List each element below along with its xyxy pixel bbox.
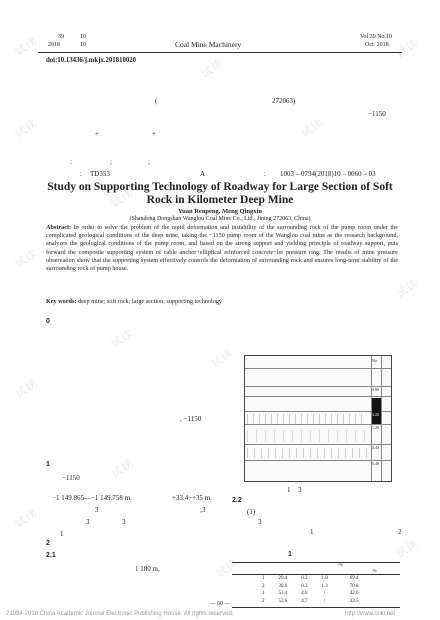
rock-hatching — [247, 430, 367, 442]
affiliation: (Shandong Dongshan Wanglou Coal Mine Co., Ltd., Jining 272063, China) — [129, 216, 311, 222]
watermark: 试读 — [108, 326, 136, 351]
body-n3a: 3 — [86, 518, 90, 526]
doi: doi:10.13436/j.mkjx.201810020 — [46, 57, 137, 64]
doc-code: A — [200, 170, 206, 178]
article-number: 1003 – 0794(2018)10 – 0060 – 03 — [280, 170, 376, 178]
body-fig3a: 3 — [95, 506, 99, 514]
clc-number: TD353 — [90, 170, 110, 178]
body-angle: +33.4~+35 m, — [172, 494, 212, 502]
body-n2a: 2 — [398, 528, 402, 536]
body-depth-1: −1150 — [62, 474, 80, 482]
table-cell: 29.4 — [278, 576, 288, 581]
watermark: 试读 — [393, 536, 421, 561]
strat-layer-line — [245, 411, 391, 412]
header-rule — [38, 52, 402, 53]
table-cell: 52.6 — [278, 598, 288, 604]
journal-name: Coal Mine Machinery — [175, 40, 242, 49]
rock-hatching — [247, 414, 367, 424]
kw-sep-2: ; — [148, 158, 150, 166]
watermark: 试读 — [12, 376, 40, 401]
table-row — [258, 575, 363, 583]
watermark: 试读 — [208, 346, 236, 371]
header-month-cn: 10 — [80, 42, 86, 48]
watermark: 试读 — [12, 506, 40, 531]
stratigraphic-column-figure — [244, 355, 392, 482]
table-cell: / — [323, 598, 326, 604]
plus-two: + — [152, 130, 156, 138]
table-cell: / — [323, 591, 326, 596]
table-row — [258, 590, 363, 598]
strat-layer-line — [245, 460, 391, 461]
title-en-line2: Rock in Kilometer Deep Mine — [146, 194, 294, 206]
abstract-text: In order to solve the problem of the rapid deformation and instability of the surrounding rock of the pump room under the complicated geological conditions of the deep mine, taking the −1150 pump room of the Wanglou coal mine as the research background, analyzes the geological conditions of the pump room, and based on the strong support and yielding principle of roadway support, puts forward the composite supporting system of cable anchor+elliptical reinforced concrete+let pressure ring. The results of mine pressure observation show that the supporting system effectively controls the deformation of surrounding rock and ensures long-term stability of the surrounding rock of pump house. — [46, 224, 399, 273]
table-cell: 1 — [262, 576, 265, 581]
abstract-label: Abstract: — [46, 224, 72, 231]
table-top-rule — [232, 562, 400, 563]
table-cell: 4.0 — [301, 591, 308, 596]
table-unit-1: /% — [338, 562, 343, 567]
body-depth-180: 1 180 m, — [135, 565, 160, 573]
abstract — [46, 224, 398, 273]
header-year-cn: 2018 — [48, 42, 60, 48]
watermark: 试读 — [12, 34, 40, 59]
strat-layer-line — [245, 386, 391, 387]
table-cell: 0.3 — [301, 583, 308, 589]
article-colon: : — [264, 170, 266, 178]
section-2-heading: 2 — [46, 540, 50, 547]
table-cell: 30.6 — [278, 583, 288, 589]
plus-one: + — [95, 130, 99, 138]
header-date-en: Oct. 2018 — [365, 42, 389, 48]
body-paren-1: (1) — [247, 508, 256, 516]
keywords-cn-colon: : — [70, 158, 72, 166]
table-cell: 69.4 — [349, 576, 359, 581]
table-cell: 2 — [262, 598, 265, 604]
clc-colon: : — [80, 170, 82, 178]
table-cell: 42.6 — [349, 591, 359, 596]
keywords-label: Key words: — [46, 298, 77, 305]
strat-layer-line — [245, 424, 391, 425]
authors: Yuan Renpeng, Meng Qingxin — [178, 208, 262, 215]
table-unit-2: /% — [372, 568, 377, 573]
body-n1a: 1 — [310, 528, 314, 536]
body-fig3b: ;3 — [200, 506, 206, 514]
watermark: 试读 — [12, 246, 40, 271]
title-en-line1: Study on Supporting Technology of Roadway for Large Section of Soft — [47, 181, 393, 193]
watermark: 试读 — [12, 116, 40, 141]
section-2-1-heading: 2.1 — [46, 552, 56, 559]
body-fig-ref-3: 3 — [298, 486, 302, 494]
section-0-heading: 0 — [46, 318, 50, 325]
header-issue-cn: 10 — [80, 34, 86, 40]
strat-label: 1.20 — [372, 425, 379, 430]
table-bottom-rule — [232, 607, 400, 608]
table-cell: 4.7 — [301, 598, 308, 604]
strat-layer-line — [245, 444, 391, 445]
strat-layer-line — [245, 396, 391, 397]
strat-label: 4.00 — [372, 397, 379, 402]
body-n3c: 3 — [258, 518, 262, 526]
table-cell: 70.8 — [349, 583, 359, 589]
body-depth-mid: , −1150 — [180, 415, 202, 423]
watermark: 试读 — [213, 556, 241, 581]
header-vol-en: Vol.39 No.10 — [360, 34, 393, 40]
table-cell: 0.2 — [301, 576, 308, 581]
abstract-depth: −1150 — [368, 110, 386, 118]
table-cell: 1.3 — [321, 583, 328, 589]
affil-code: 272063) — [272, 97, 296, 105]
keywords-text: deep mine; soft rock; large section; supporting technology — [77, 298, 223, 305]
table-row — [258, 583, 363, 591]
keywords — [46, 298, 398, 306]
table-cell: 1 — [262, 591, 265, 596]
table-number: 1 — [288, 551, 292, 558]
strat-label: 4.43 — [372, 445, 379, 450]
strat-label: No. — [372, 358, 378, 363]
body-elevation: −1 149.865—−1 149.758 m, — [52, 494, 132, 502]
header-vol-cn: 39 — [58, 34, 64, 40]
table-cell: 53.4 — [278, 591, 288, 596]
table-cell: 2 — [262, 583, 265, 589]
page-number: — 60 — — [209, 601, 231, 607]
watermark: 试读 — [393, 36, 421, 61]
strat-column-line — [381, 356, 382, 481]
strat-label: 3.20 — [372, 412, 379, 417]
body-fig-ref-1: 1 — [287, 486, 291, 494]
watermark: 试读 — [108, 186, 136, 211]
table-cell: 1.0 — [321, 576, 328, 581]
strat-layer-line — [245, 368, 391, 369]
rock-hatching — [247, 448, 367, 458]
table-cell: 43.5 — [349, 598, 359, 604]
section-2-2-heading: 2.2 — [232, 497, 242, 504]
strat-label: 4.00 — [372, 387, 379, 392]
watermark: 试读 — [298, 116, 326, 141]
affil-open: ( — [155, 97, 158, 105]
body-sub1: 1 — [60, 530, 64, 538]
section-1-heading: 1 — [46, 461, 50, 468]
copyright-footer: ?1994-2018 China Academic Journal Electronic Publishing House. All rights reserved. — [6, 611, 234, 617]
body-n3b: 3 — [122, 518, 126, 526]
kw-sep-1: ; — [110, 158, 112, 166]
cnki-link[interactable]: http://www.cnki.net — [345, 611, 396, 617]
watermark: 试读 — [108, 456, 136, 481]
watermark: 试读 — [393, 276, 421, 301]
strat-label: 5.40 — [372, 461, 379, 466]
watermark: 试读 — [198, 56, 226, 81]
